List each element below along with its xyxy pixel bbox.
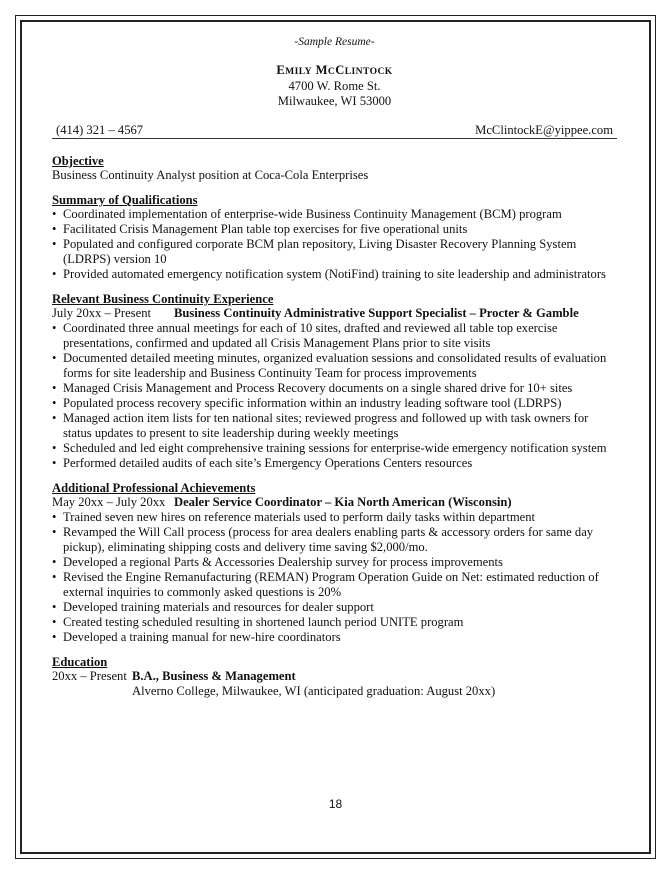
experience-heading: Relevant Business Continuity Experience [52,292,274,306]
summary-section [52,193,617,282]
candidate-name: EMILY MCCLINTOCK [276,63,393,77]
experience-list [52,321,617,471]
achievements-section [52,481,617,645]
street-address: 4700 W. Rome St. [288,79,381,93]
education-dates: 20xx – Present [52,669,127,683]
email-address: McClintockE@yippee.com [475,123,613,137]
education-section [52,655,617,699]
list-item: • Developed a regional Parts & Accessories Dealership survey for process improvements [52,555,617,570]
job-dates: May 20xx – July 20xx [52,495,166,509]
job-header [52,495,617,510]
list-item: • Documented detailed meeting minutes, organized evaluation sessions and consolidated results of evaluation forms for site leadership and Business Continuity Team for process improvements [52,351,617,381]
summary-list [52,207,617,282]
objective-heading: Objective [52,154,104,168]
sample-resume-banner: -Sample Resume- [294,36,375,48]
list-item: • Revised the Engine Remanufacturing (REMAN) Program Operation Guide on Net: estimated reduction of external inquiries to commonly asked questions is 20% [52,570,617,600]
job-title: Business Continuity Administrative Support Specialist – Procter & Gamble [174,306,579,320]
list-item: • Provided automated emergency notification system (NotiFind) training to site leadership and administrators [52,267,617,282]
page-number: 18 [328,797,343,811]
list-item: • Populated process recovery specific information within an industry leading software tool (LDRPS) [52,396,617,411]
objective-text: Business Continuity Analyst position at Coca-Cola Enterprises [52,168,369,182]
list-item: • Coordinated implementation of enterprise-wide Business Continuity Management (BCM) program [52,207,617,222]
resume-page [52,36,617,699]
job-dates: July 20xx – Present [52,306,151,320]
experience-section [52,292,617,471]
list-item: • Revamped the Will Call process (process for area dealers enabling parts & accessory orders for same day pickup), eliminating shipping costs and delivery time saving $2,000/mo. [52,525,617,555]
education-heading: Education [52,655,108,669]
list-item: • Developed a training manual for new-hire coordinators [52,630,617,645]
list-item: • Created testing scheduled resulting in shortened launch period UNITE program [52,615,617,630]
job-header [52,306,617,321]
phone-number: (414) 321 – 4567 [56,123,144,137]
contact-line [52,122,617,139]
school: Alverno College, Milwaukee, WI (anticipated graduation: August 20xx) [132,684,496,698]
achievements-heading: Additional Professional Achievements [52,481,256,495]
list-item: • Managed Crisis Management and Process Recovery documents on a single shared drive for 10+ sites [52,381,617,396]
objective-section [52,154,617,183]
list-item: • Coordinated three annual meetings for each of 10 sites, drafted and reviewed all table top exercise presentations, confirmed and updated all Crisis Management Plans prior to site visits [52,321,617,351]
job-title: Dealer Service Coordinator – Kia North American (Wisconsin) [174,495,512,509]
list-item: • Developed training materials and resources for dealer support [52,600,617,615]
list-item: • Populated and configured corporate BCM plan repository, Living Disaster Recovery Planning System (LDRPS) version 10 [52,237,617,267]
degree: B.A., Business & Management [132,669,296,683]
list-item: • Performed detailed audits of each site’s Emergency Operations Centers resources [52,456,617,471]
list-item: • Trained seven new hires on reference materials used to perform daily tasks within department [52,510,617,525]
achievements-list [52,510,617,645]
summary-heading: Summary of Qualifications [52,193,198,207]
city-state-zip: Milwaukee, WI 53000 [277,94,392,108]
education-entry [52,669,617,684]
list-item: • Scheduled and led eight comprehensive training sessions for enterprise-wide emergency notification system [52,441,617,456]
list-item: • Managed action item lists for ten national sites; reviewed progress and followed up with task owners for status updates to present to site leadership during weekly meetings [52,411,617,441]
list-item: • Facilitated Crisis Management Plan table top exercises for five operational units [52,222,617,237]
